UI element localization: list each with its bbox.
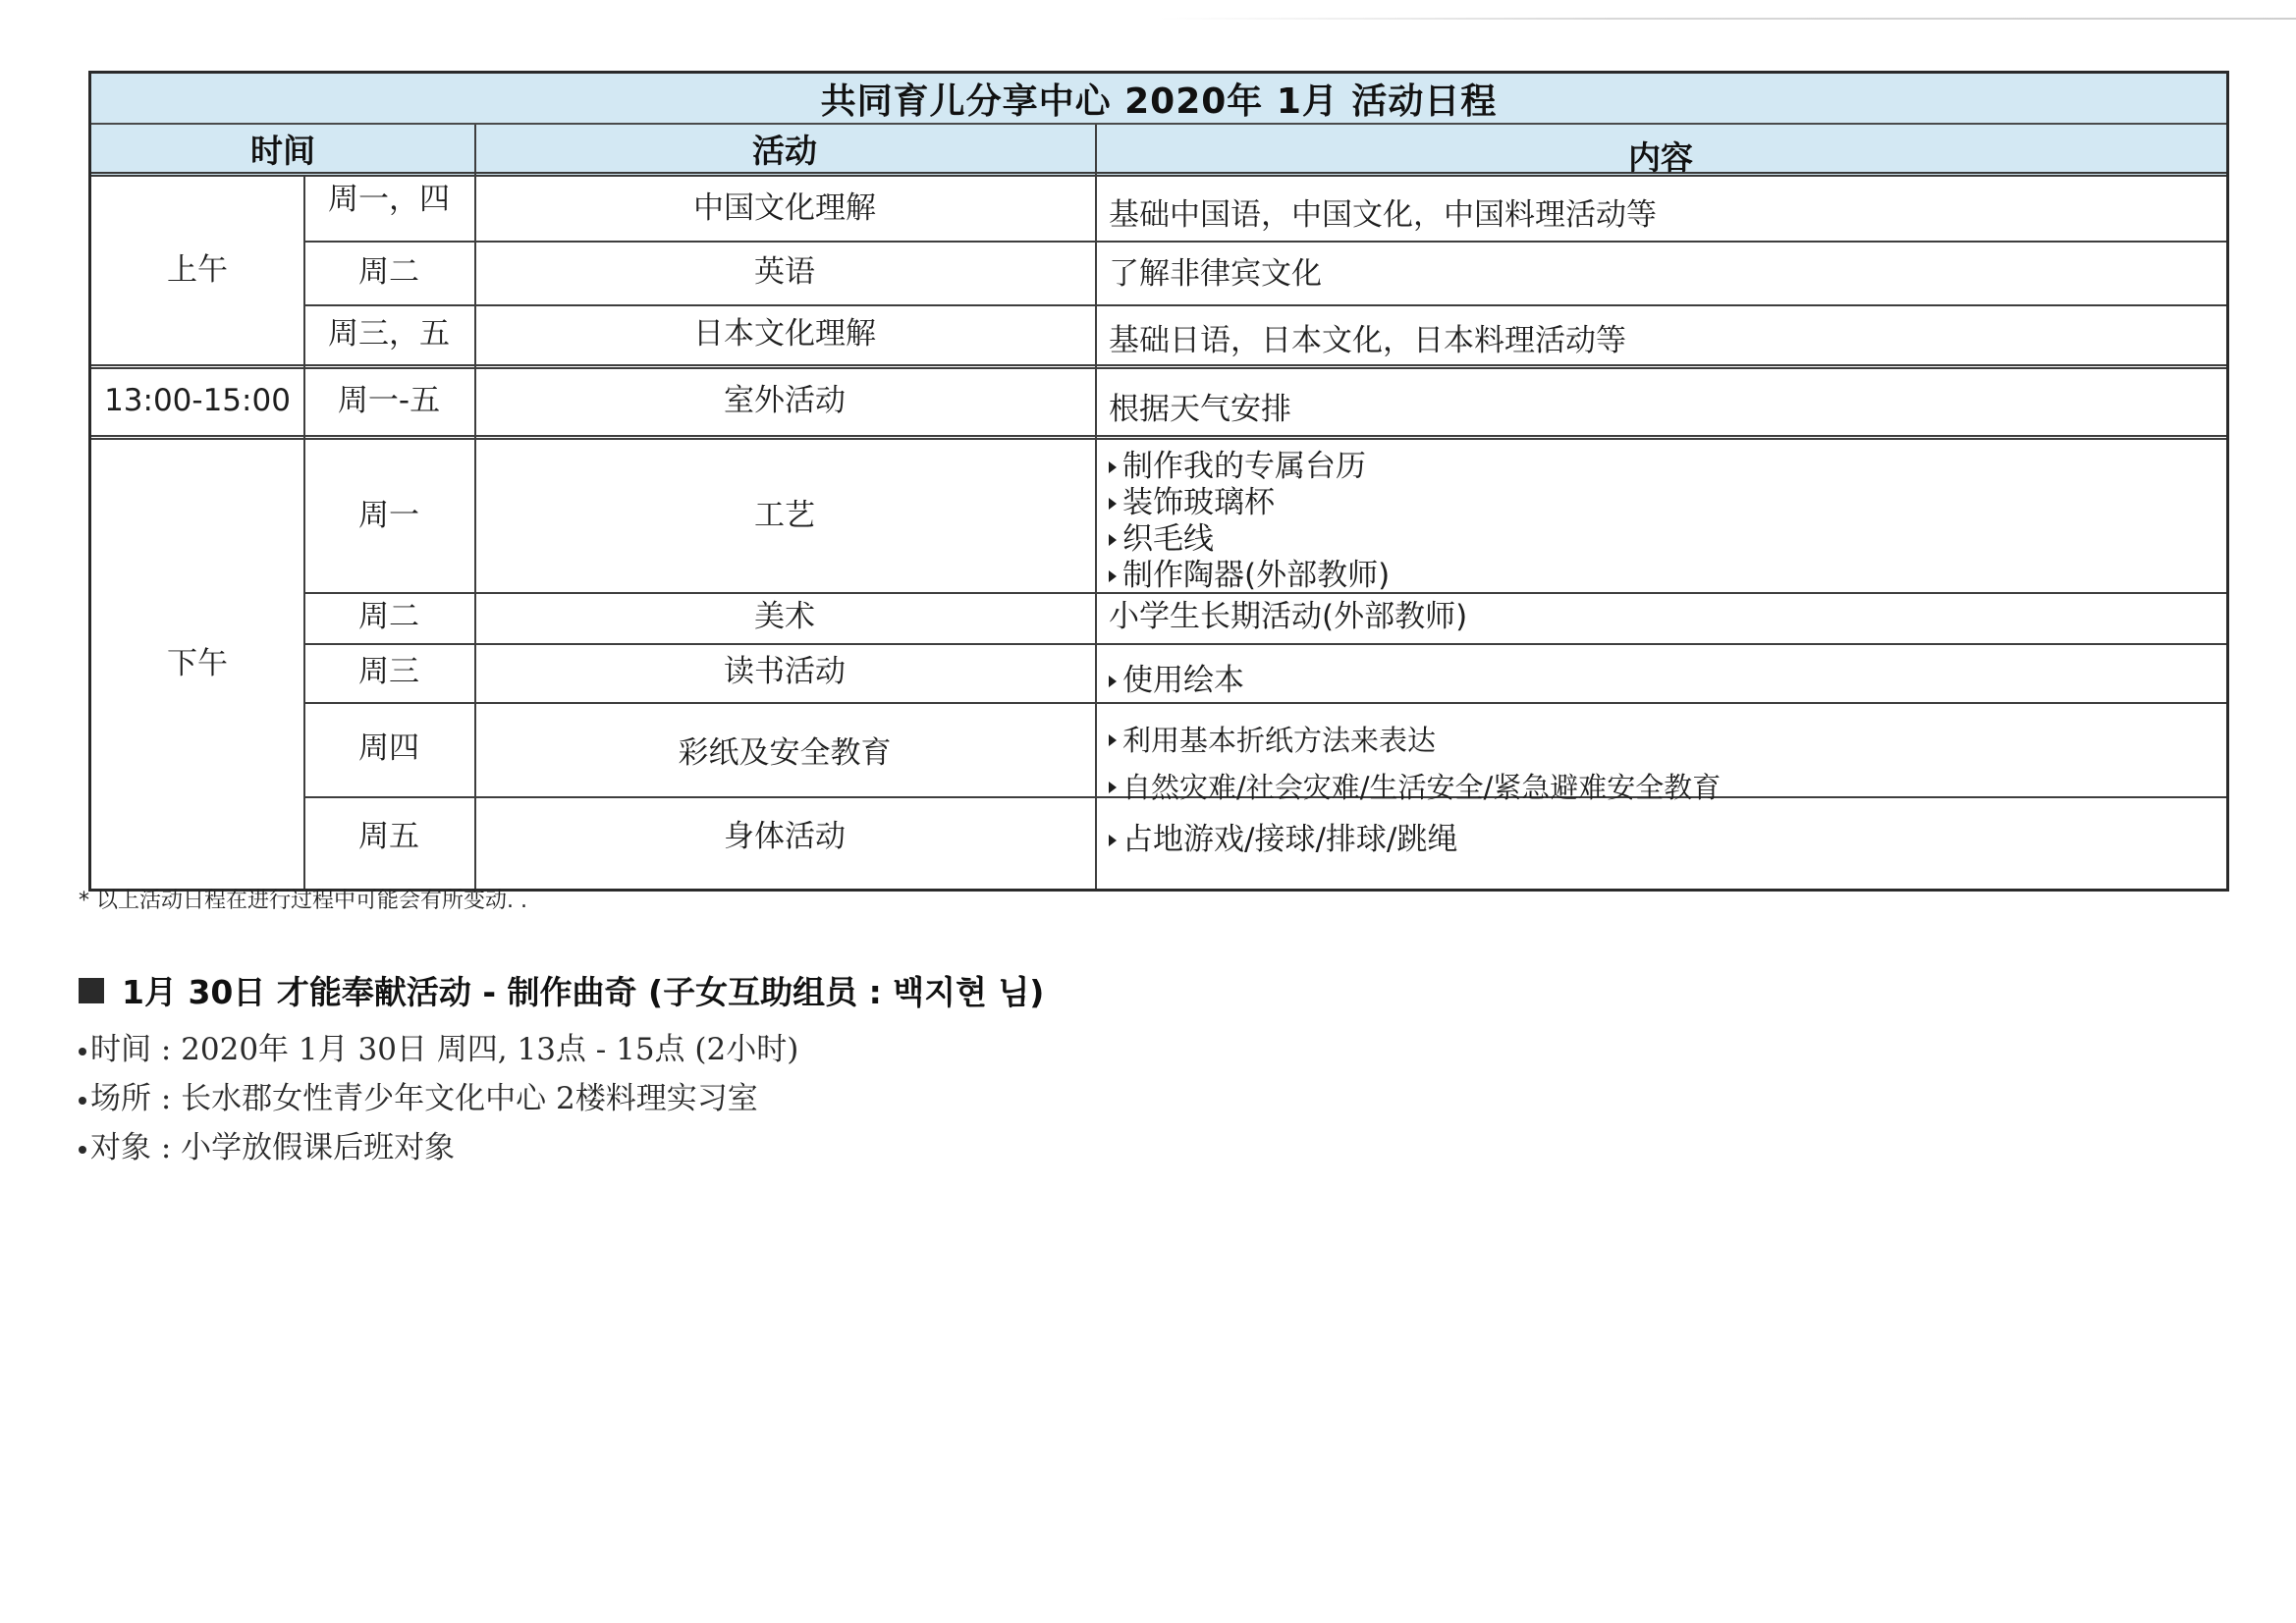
content-list (1095, 449, 2226, 594)
table-title: 共同育儿分享中心 2020年 1月 活动日程 (91, 74, 2226, 125)
period-midday: 13:00-15:00 (104, 383, 291, 419)
content-list (1095, 663, 2226, 699)
dot-bullet-icon (79, 1048, 86, 1055)
list-item: 织毛线 (1109, 521, 2226, 558)
list-item: 制作陶器(外部教师) (1109, 558, 2226, 594)
list-item: 使用绘本 (1109, 663, 2226, 699)
day-cell: 周二 (358, 599, 419, 635)
list-item: 利用基本折纸方法来表达 (1109, 717, 2226, 764)
activity-cell: 室外活动 (724, 383, 846, 419)
schedule-note: * 以上活动日程在进行过程中可能会有所变动. . (79, 889, 527, 913)
dot-bullet-icon (79, 1097, 86, 1105)
triangle-bullet-icon (1109, 461, 1117, 473)
activity-cell: 英语 (754, 253, 815, 290)
activity-cell: 读书活动 (724, 654, 846, 690)
content-cell: 了解非律宾文化 (1109, 256, 1322, 293)
content-cell: 根据天气安排 (1109, 392, 1291, 428)
activity-cell: 身体活动 (724, 819, 846, 855)
day-cell: 周四 (358, 730, 419, 767)
scan-artifact-line (1159, 18, 2296, 20)
content-list (1095, 822, 2226, 858)
day-cell: 周二 (358, 253, 419, 290)
event-heading (79, 967, 1044, 1013)
day-cell: 周一 (358, 497, 419, 533)
day-cell: 周三，五 (328, 315, 450, 352)
event-info-target: 对象 : 小学放假课后班对象 (79, 1122, 455, 1166)
content-cell: 小学生长期活动(外部教师) (1109, 599, 1468, 635)
list-item: 自然灾难/社会灾难/生活安全/紧急避难安全教育 (1109, 764, 2226, 811)
triangle-bullet-icon (1109, 498, 1117, 510)
day-cell: 周五 (358, 819, 419, 855)
list-item: 制作我的专属台历 (1109, 449, 2226, 485)
content-list (1095, 717, 2226, 811)
period-afternoon: 下午 (167, 645, 228, 681)
activity-cell: 美术 (754, 599, 815, 635)
content-cell: 基础中国语，中国文化，中国料理活动等 (1109, 197, 1657, 234)
day-cell: 周一-五 (337, 383, 441, 419)
activity-cell: 日本文化理解 (693, 315, 876, 352)
dot-bullet-icon (79, 1146, 86, 1154)
triangle-bullet-icon (1109, 782, 1117, 793)
schedule-table (88, 71, 2229, 892)
triangle-bullet-icon (1109, 534, 1117, 546)
triangle-bullet-icon (1109, 676, 1117, 687)
triangle-bullet-icon (1109, 835, 1117, 846)
list-item: 占地游戏/接球/排球/跳绳 (1109, 822, 2226, 858)
triangle-bullet-icon (1109, 734, 1117, 746)
triangle-bullet-icon (1109, 570, 1117, 582)
activity-cell: 中国文化理解 (693, 189, 876, 226)
period-morning: 上午 (167, 251, 228, 288)
event-title-text: 1月 30日 才能奉献活动 - 制作曲奇 (子女互助组员 : 백지현 님) (122, 973, 1045, 1011)
header-activity: 活动 (752, 131, 817, 170)
event-info-time: 时间 : 2020年 1月 30日 周四, 13点 - 15点 (2小时) (79, 1024, 798, 1068)
square-bullet-icon (79, 978, 104, 1003)
activity-cell: 工艺 (754, 497, 815, 533)
header-time: 时间 (250, 131, 315, 170)
content-cell: 基础日语，日本文化，日本料理活动等 (1109, 323, 1626, 359)
list-item: 装饰玻璃杯 (1109, 485, 2226, 521)
event-info-place: 场所 : 长水郡女性青少年文化中心 2楼料理实习室 (79, 1073, 758, 1117)
day-cell: 周三 (358, 654, 419, 690)
header-content: 内容 (1628, 137, 1693, 177)
activity-cell: 彩纸及安全教育 (678, 735, 892, 772)
day-cell: 周一，四 (328, 181, 450, 217)
table-header-row (91, 125, 2226, 177)
